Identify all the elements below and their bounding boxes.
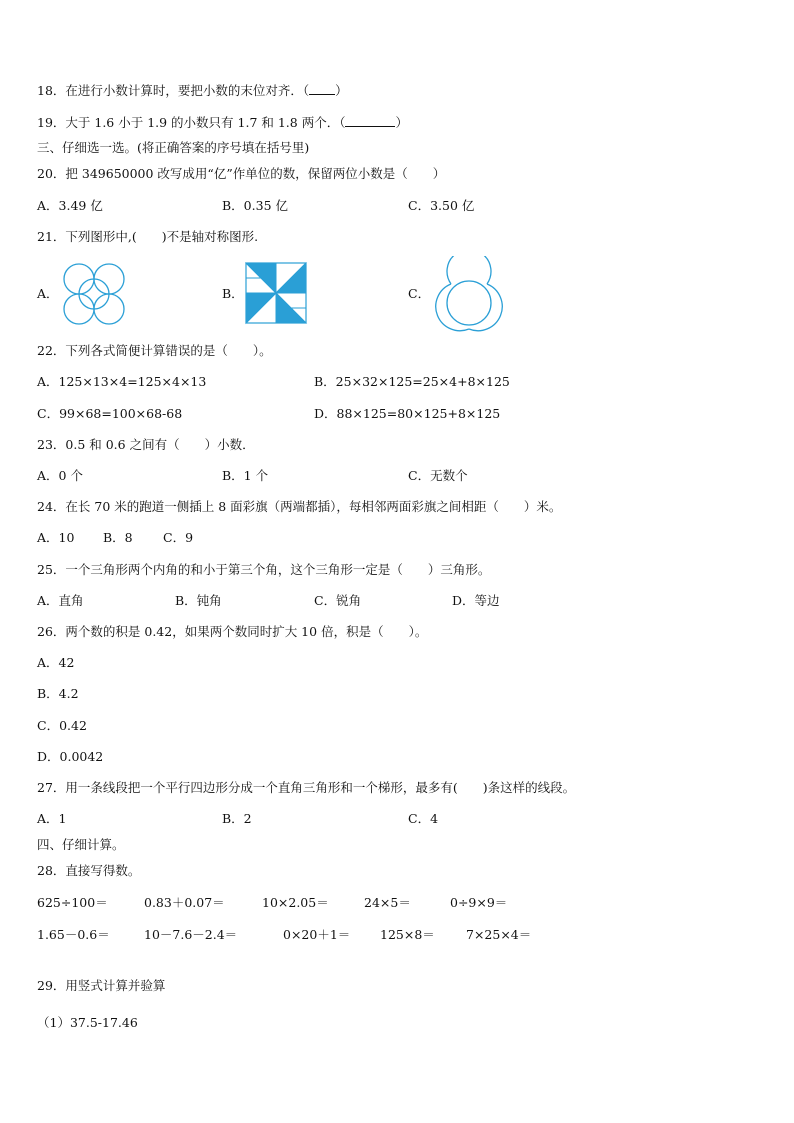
question-28-stem: 28．直接写得数。 [37, 863, 141, 878]
question-text: 在进行小数计算时，要把小数的末位对齐．（ [65, 83, 310, 98]
question-24-stem: 24．在长 70 米的跑道一侧插上 8 面彩旗（两端都插），每相邻两面彩旗之间相距（ ）米。 [37, 499, 562, 514]
option-a[interactable]: A．125×13×4=125×4×13 [37, 374, 207, 389]
question-number: 19． [37, 115, 66, 130]
option-d[interactable]: D．0.0042 [37, 749, 104, 764]
option-a[interactable]: A．直角 [37, 593, 84, 608]
option-c-label[interactable]: C． [408, 286, 431, 301]
question-number: 18． [37, 83, 66, 98]
section-3-heading: 三、仔细选一选。(将正确答案的序号填在括号里) [37, 140, 310, 155]
calc-item: 24×5＝ [364, 895, 411, 910]
option-a[interactable]: A．42 [37, 655, 75, 670]
sub-question-1: （1）37.5-17.46 [37, 1015, 138, 1030]
option-b[interactable]: B．0.35 亿 [222, 198, 288, 213]
question-22-stem: 22．下列各式简便计算错误的是（ ）。 [37, 343, 272, 358]
option-c[interactable]: C．3.50 亿 [408, 198, 475, 213]
option-c[interactable]: C．99×68=100×68-68 [37, 406, 183, 421]
three-arc-trefoil-icon [429, 256, 509, 332]
answer-blank[interactable] [309, 83, 335, 95]
question-19 [37, 115, 408, 131]
option-c[interactable]: C．锐角 [314, 593, 362, 608]
option-c[interactable]: C．4 [408, 811, 439, 826]
option-c[interactable]: C．9 [163, 530, 194, 545]
question-23-stem: 23．0.5 和 0.6 之间有（ ）小数． [37, 437, 255, 452]
option-c[interactable]: C．无数个 [408, 468, 468, 483]
question-21-stem: 21．下列图形中,( )不是轴对称图形. [37, 229, 259, 244]
calc-item: 10－7.6－2.4＝ [144, 927, 238, 942]
question-27-stem: 27．用一条线段把一个平行四边形分成一个直角三角形和一个梯形，最多有( )条这样的线段。 [37, 780, 576, 795]
option-b[interactable]: B．8 [103, 530, 133, 545]
calc-item: 0÷9×9＝ [450, 895, 508, 910]
option-d[interactable]: D．88×125=80×125+8×125 [314, 406, 501, 421]
calc-item: 10×2.05＝ [262, 895, 329, 910]
question-text: 大于 1.6 小于 1.9 的小数只有 1.7 和 1.8 两个．（ [65, 115, 346, 130]
option-c[interactable]: C．0.42 [37, 718, 87, 733]
answer-blank[interactable] [345, 115, 395, 127]
pinwheel-triangles-icon [245, 262, 309, 326]
calc-item: 7×25×4＝ [466, 927, 532, 942]
question-25-stem: 25．一个三角形两个内角的和小于第三个角，这个三角形一定是（ ）三角形。 [37, 562, 491, 577]
option-a[interactable]: A．0 个 [37, 468, 83, 483]
question-20-stem: 20．把 349650000 改写成用“亿”作单位的数，保留两位小数是（ ） [37, 166, 446, 181]
calc-item: 0×20＋1＝ [283, 927, 351, 942]
four-circle-flower-icon [58, 260, 130, 328]
option-b[interactable]: B．25×32×125=25×4+8×125 [314, 374, 510, 389]
option-d[interactable]: D．等边 [452, 593, 500, 608]
option-b[interactable]: B．1 个 [222, 468, 269, 483]
option-a-label[interactable]: A． [37, 286, 59, 301]
question-29-stem: 29．用竖式计算并验算 [37, 978, 166, 993]
question-26-stem: 26．两个数的积是 0.42，如果两个数同时扩大 10 倍，积是（ ）。 [37, 624, 428, 639]
question-text-end: ） [395, 115, 408, 130]
option-b[interactable]: B．2 [222, 811, 252, 826]
calc-item: 125×8＝ [380, 927, 435, 942]
option-b[interactable]: B．4.2 [37, 686, 79, 701]
option-a[interactable]: A．10 [37, 530, 75, 545]
calc-item: 1.65－0.6＝ [37, 927, 110, 942]
calc-item: 625÷100＝ [37, 895, 108, 910]
calc-item: 0.83＋0.07＝ [144, 895, 225, 910]
option-a[interactable]: A．1 [37, 811, 67, 826]
option-b[interactable]: B．钝角 [175, 593, 222, 608]
section-4-heading: 四、仔细计算。 [37, 837, 125, 852]
question-18 [37, 83, 348, 99]
option-b-label[interactable]: B． [222, 286, 244, 301]
option-a[interactable]: A．3.49 亿 [37, 198, 103, 213]
question-text-end: ） [335, 83, 348, 98]
